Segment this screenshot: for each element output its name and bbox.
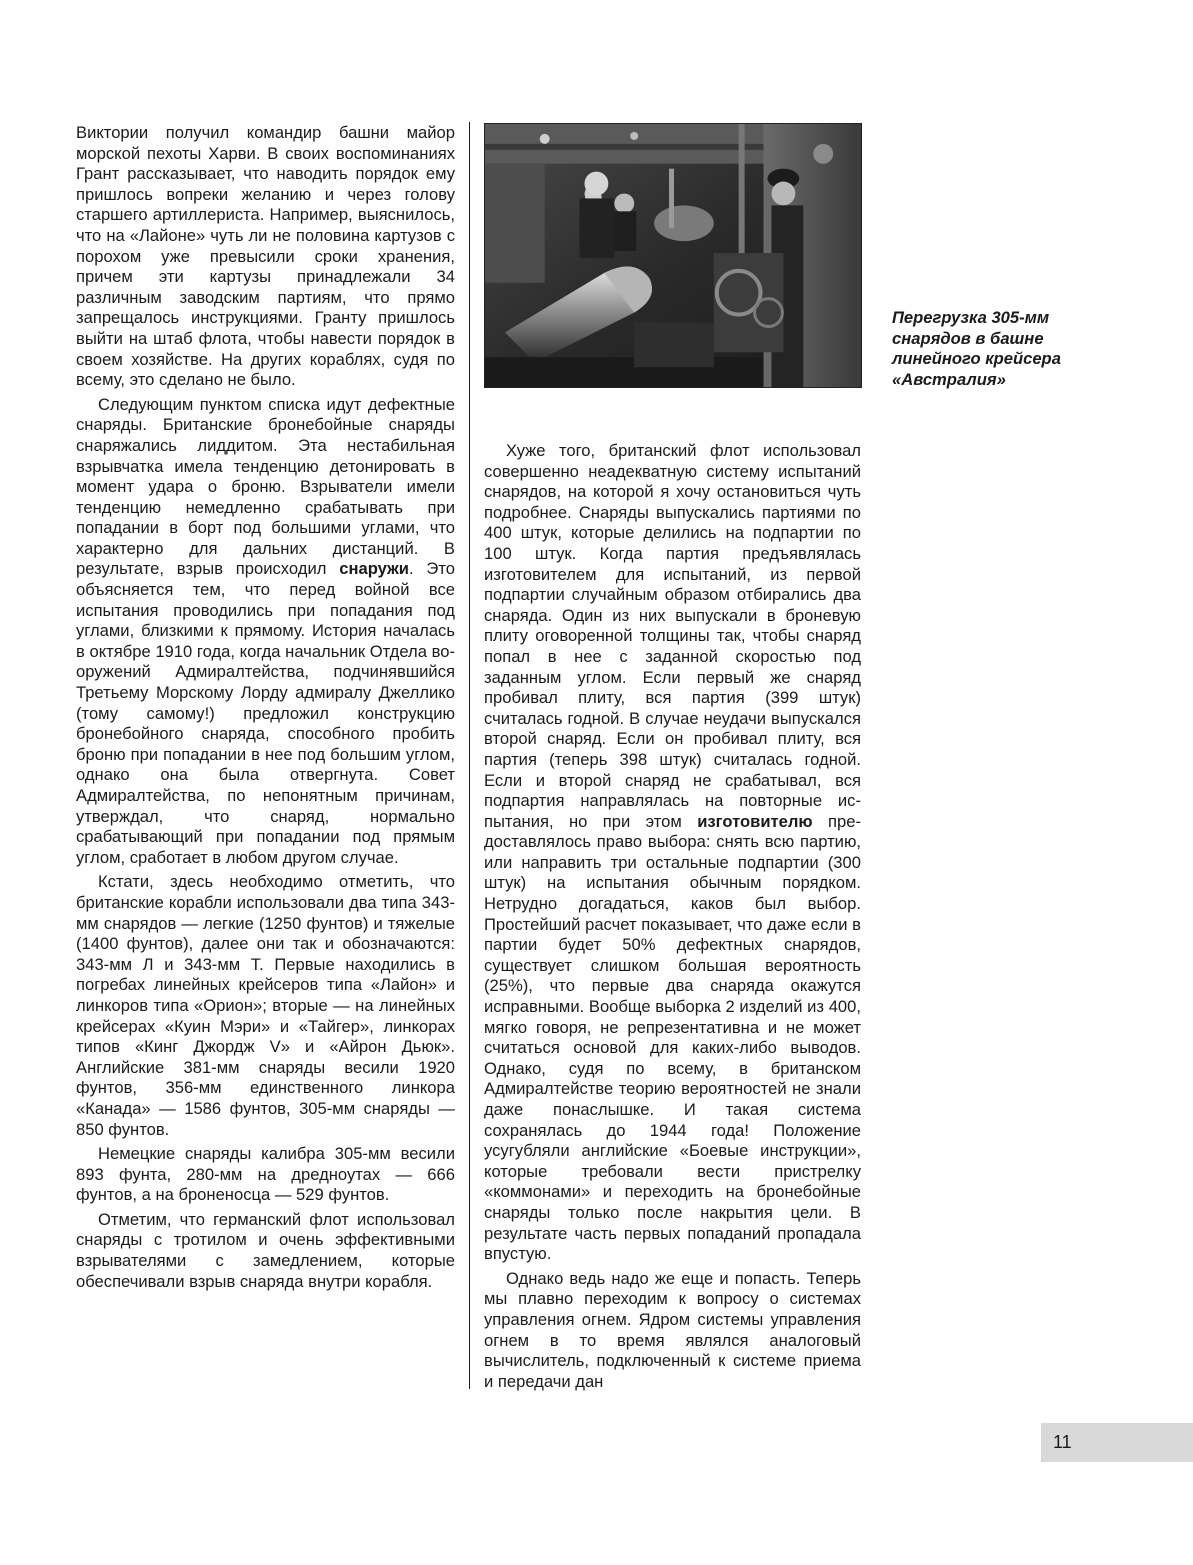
column-divider xyxy=(469,122,470,1389)
right-text-column xyxy=(484,441,861,1392)
bold-term: снаружи xyxy=(339,559,410,579)
left-text-column xyxy=(76,123,455,1292)
photo-illustration xyxy=(485,124,861,387)
paragraph: Однако ведь надо же еще и попасть. Теперь мы плавно переходим к вопросу о системах управления огнем. Ядром системы управления огнем в то время являлся аналоговый вычислитель, подключенный к системе приема и передачи дан xyxy=(484,1268,861,1391)
paragraph-text: Следующим пунктом списка идут дефектные снаряды. Британские бронебойные снаряды снаряжались лиддитом. Эта нестабильная взрывчатка имела тенденцию детонировать в момент удара о броню. Взрыватели имели тенденцию немедленно срабатывать при попадании в борт под большими углами, что характерно для дальних дистанций. В результате, взрыв происходил xyxy=(76,394,455,579)
paragraph: Виктории получил командир башни майор морской пехоты Харви. В своих воспоминаниях Грант рассказывает, что наводить порядок ему пришлось вопреки желанию и через голову старшего артиллериста. Например, выяснилось, что на «Лайоне» чуть ли не половина картузов с порохом уже превысили сроки хранения, причем эти картузы принадлежали 34 различным заводским партиям, что прямо запрещалось инструкциями. Гранту пришлось выйти на штаб флота, чтобы навести порядок в своем хозяйстве. На других кораблях, судя по всему, это сделано не было. xyxy=(76,123,455,390)
paragraph xyxy=(76,395,455,869)
paragraph: Отметим, что германский флот использовал снаряды с тротилом и очень эффективными взрывателями с замедлением, которые обеспечивали взрыв снаряда внутри корабля. xyxy=(76,1209,455,1291)
paragraph-text: предоставлялось право выбора: снять всю партию, или направить три остальные подпартии (300 штук) на испытания обычным порядком. Нетрудно догадаться, каков был выбор. Простейший расчет показывает, что даже если в партии будет 50% дефектных снарядов, существует слишком большая вероятность (25%), что первые два снаряда окажутся исправными. Вообще выборка 2 изделий из 400, мягко говоря, не репрезентативна и не может считаться основой для каких-либо выводов. Однако, судя по всему, в британском Адмиралтействе теорию вероятностей не знали даже понаслышке. И такая система сохранялась до 1944 года! Положение усугубляли английские «Боевые инструкции», которые требовали вести пристрелку «коммонами» и переходить на бронебойные снаряды только после накрытия цели. В результате часть первых попаданий пропадала впустую. xyxy=(484,811,861,1264)
paragraph-text: . Это объясняется тем, что перед войной все испытания проводились при попадания под углами, близкими к прямому. История началась в октябре 1910 года, когда начальник Отдела вооружений Адмиралтейства, подчинявшийся Третьему Морскому Лорду адмиралу Джеллико (тому самому!) предложил конструкцию бронебойного снаряда, способного пробить броню при попадании в нее под большим углом, однако она была отвергнута. Совет Адмиралтейства, по непонятным причинам, утверждал, что снаряд, нормально срабатывающий при попадании под прямым углом, сработает в любом другом случае. xyxy=(76,559,455,867)
page-number: 11 xyxy=(1053,1432,1072,1452)
paragraph: Кстати, здесь необходимо отметить, что британские корабли использовали два типа 343-мм снарядов — легкие (1250 фунтов) и тяжелые (1400 фунтов), далее они так и обозначаются: 343-мм Л и 343-мм Т. Первые находились в погребах линейных крейсеров типа «Лайон» и линкоров типа «Орион»; вторые — на линейных крейсерах «Куин Мэри» и «Тайгер», линкорах типов «Кинг Джордж V» и «Айрон Дьюк». Английские 381-мм снаряды весили 1920 фунтов, 356-мм единственного линкора «Канада» — 1586 фунтов, 305-мм снаряды — 850 фунтов. xyxy=(76,872,455,1139)
paragraph xyxy=(484,441,861,1265)
shell-loading-photo xyxy=(484,123,862,388)
photo-caption: Перегрузка 305-мм снарядов в башне линейного крейсера «Австралия» xyxy=(892,308,1061,389)
bold-term: изготовителю xyxy=(697,811,813,831)
page-number-tab xyxy=(1041,1423,1193,1462)
paragraph: Немецкие снаряды калибра 305-мм весили 893 фунта, 280-мм на дредноутах — 666 фунтов, а на броненосца — 529 фунтов. xyxy=(76,1144,455,1205)
paragraph-text: Хуже того, британский флот использовал совершенно неадекватную систему испытаний снарядов, на которой я хочу остановиться чуть подробнее. Снаряды выпускались партиями по 400 штук, которые делились на подпартии по 100 штук. Когда партия предъявлялась изготовителем для испытаний, из первой подпартии случайным образом отбирались два снаряда. Один из них выпускали в броневую плиту оговоренной толщины так, чтобы снаряд попал в нее с заданной скоростью под заданным углом. Если первый же снаряд пробивал плиту, вся партия (399 штук) считалась годной. В случае неудачи выпускался второй снаряд. Если он пробивал плиту, вся партия (теперь 398 штук) считалась годной. Если и второй снаряд не срабатывал, вся подпартия направлялась на повторные испытания, но при этом xyxy=(484,441,861,831)
